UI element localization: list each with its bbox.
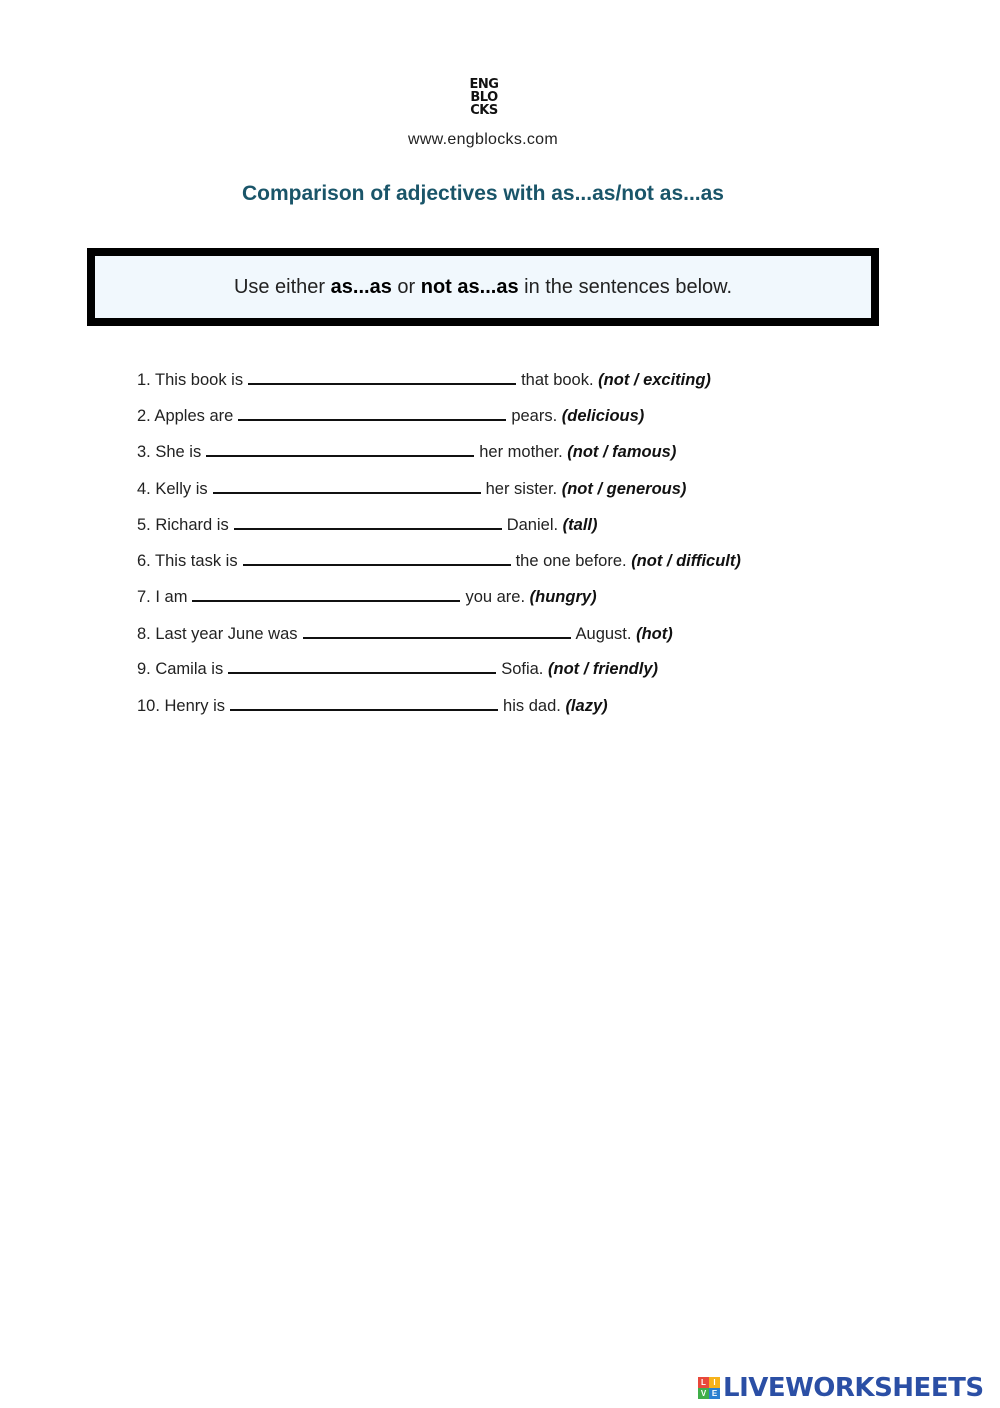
answer-blank[interactable] [243, 546, 511, 566]
answer-blank[interactable] [303, 619, 571, 639]
page-title: Comparison of adjectives with as...as/not as...as [242, 182, 724, 205]
liveworksheets-brand[interactable] [698, 1373, 984, 1403]
exercise-item [137, 654, 658, 678]
exercise-prefix: 9. Camila is [137, 660, 224, 678]
liveworksheets-wordmark: LIVEWORKSHEETS [723, 1373, 984, 1403]
exercise-suffix: her sister. [485, 480, 558, 498]
exercise-item [137, 546, 741, 570]
instruction-suffix: in the sentences below. [524, 275, 733, 298]
logo-line: BLO [470, 90, 498, 105]
exercise-suffix: that book. [521, 371, 594, 389]
instruction-middle: or [397, 275, 416, 298]
logo-tile: L [698, 1377, 709, 1388]
exercise-prefix: 6. This task is [137, 552, 238, 570]
exercise-hint: (hot) [636, 625, 673, 643]
answer-blank[interactable] [228, 654, 496, 674]
exercise-item [137, 582, 597, 606]
logo-line: CKS [470, 103, 498, 118]
exercise-item [137, 365, 711, 389]
exercise-prefix: 7. I am [137, 588, 188, 606]
answer-blank[interactable] [248, 365, 516, 385]
exercise-hint: (not / exciting) [598, 371, 711, 389]
website-url[interactable]: www.engblocks.com [407, 131, 559, 148]
answer-blank[interactable] [206, 437, 474, 457]
exercise-prefix: 4. Kelly is [137, 480, 208, 498]
exercise-prefix: 2. Apples are [137, 407, 234, 425]
liveworksheets-logo-icon [698, 1377, 720, 1399]
instruction-option-1: as...as [330, 275, 392, 298]
exercise-prefix: 8. Last year June was [137, 625, 298, 643]
exercise-hint: (not / difficult) [631, 552, 741, 570]
exercise-suffix: August. [575, 625, 632, 643]
logo-tile: V [698, 1388, 709, 1399]
exercise-prefix: 5. Richard is [137, 516, 229, 534]
exercise-hint: (hungry) [529, 588, 597, 606]
exercise-suffix: pears. [511, 407, 558, 425]
exercise-item [137, 401, 644, 425]
exercise-item [137, 619, 673, 643]
instruction-box [87, 248, 879, 326]
exercise-hint: (lazy) [565, 697, 608, 715]
instruction-prefix: Use either [233, 275, 326, 298]
exercise-suffix: Sofia. [501, 660, 544, 678]
engblocks-logo [462, 78, 506, 117]
exercise-hint: (delicious) [561, 407, 645, 425]
exercise-item [137, 510, 598, 534]
exercise-item [137, 474, 686, 498]
exercise-hint: (not / friendly) [548, 660, 658, 678]
exercise-hint: (not / famous) [567, 443, 677, 461]
exercise-item [137, 691, 608, 715]
logo-line: ENG [469, 77, 499, 92]
exercise-suffix: you are. [465, 588, 526, 606]
exercise-prefix: 10. Henry is [137, 697, 226, 715]
exercise-suffix: Daniel. [506, 516, 559, 534]
answer-blank[interactable] [213, 474, 481, 494]
answer-blank[interactable] [234, 510, 502, 530]
logo-tile: E [709, 1388, 720, 1399]
instruction-option-2: not as...as [420, 275, 519, 298]
answer-blank[interactable] [192, 582, 460, 602]
exercise-hint: (not / generous) [561, 480, 687, 498]
answer-blank[interactable] [230, 691, 498, 711]
exercise-prefix: 1. This book is [137, 371, 244, 389]
logo-tile: I [709, 1377, 720, 1388]
exercise-suffix: the one before. [515, 552, 627, 570]
exercise-prefix: 3. She is [137, 443, 202, 461]
answer-blank[interactable] [238, 401, 506, 421]
exercise-item [137, 437, 676, 461]
exercise-hint: (tall) [562, 516, 598, 534]
exercise-suffix: her mother. [479, 443, 563, 461]
exercise-suffix: his dad. [503, 697, 561, 715]
